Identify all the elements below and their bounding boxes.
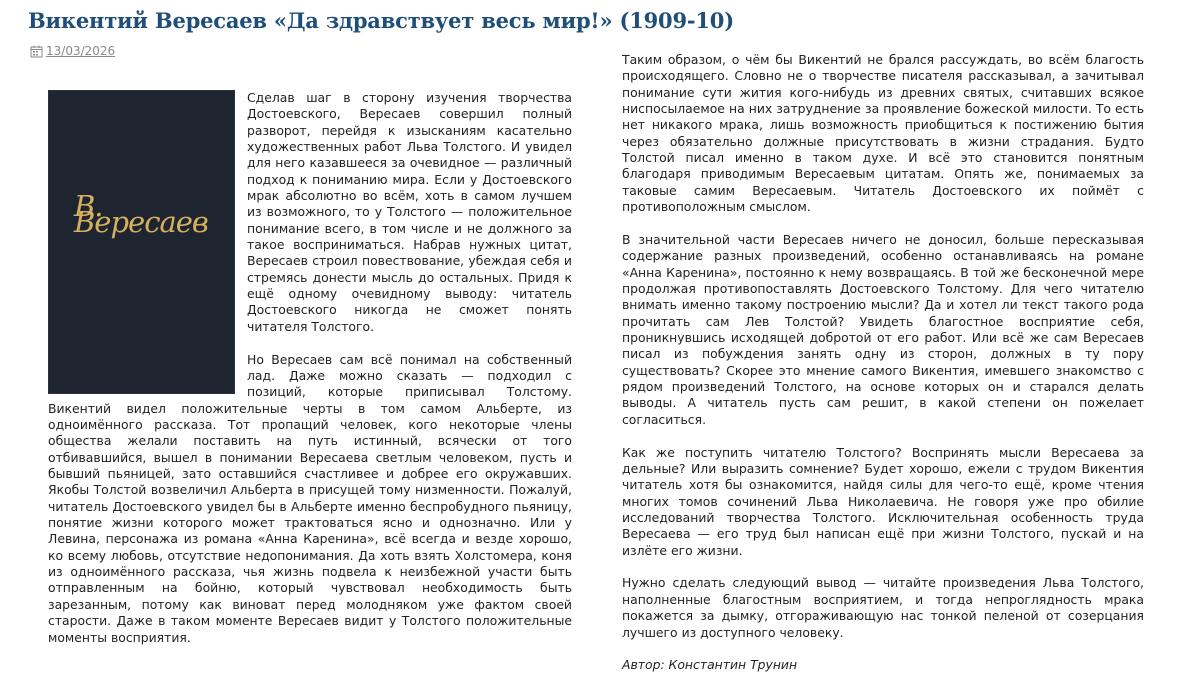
right-column [622,52,1144,690]
left-column [48,90,572,662]
cover-signature: В. Вересаев [74,189,208,240]
post-date-text[interactable]: 13/03/2026 [46,44,116,58]
article-paragraph: Но Вересаев сам всё понимал на собственный лад. Даже можно сказать — подходил с позиций, которые приписывал Толстому. Викентий видел положительные черты в том самом Альберте, из одноимённого рассказа. Тот пропащий человек, кого некоторые члены общества желали поставить на путь истинный, всячески от того отбивавшийся, вышел в понимании Вересаева светлым человеком, пусть и бывший пьяницей, зато оставшийся счастливее и добрее его окружавших. Якобы Толстой возвеличил Альберта в присущей тому низменности. Пожалуй, читатель Достоевского увидел бы в Альберте именно беспробудного пьяницу, понятие жизни которого может трактоваться ясно и однозначно. Или у Левина, персонажа из романа «Анна Каренина», всё всегда и везде хорошо, ко всему любовь, отсутствие недопонимания. Да хоть взять Холстомера, коня из одноимённого рассказа, чья жизнь подвела к неизбежной участи быть отправленным на бойню, который чувствовал необходимость быть зарезанным, потому как виноват перед молодняком уже фактом своей старости. Даже в таком моменте Вересаев видит у Толстого положительные моменты восприятия. [48,351,572,645]
post-date[interactable] [30,44,115,58]
article-paragraph: Нужно сделать следующий вывод — читайте произведения Льва Толстого, наполненные благостным восприятием, и тогда непроглядность мрака покажется за дымку, отгораживающую нас тонкой пеленой от созерцания лучшего из доступного человеку. [622,575,1144,640]
article-title[interactable]: Викентий Вересаев «Да здравствует весь мир!» (1909-10) [28,8,734,33]
article-paragraph: В значительной части Вересаев ничего не доносил, больше пересказывая содержание разных произведений, особенно останавливаясь на романе «Анна Каренина», постоянно к нему возвращаясь. В той же бесконечной мере продолжая противопоставлять Достоевского Толстому. Для чего читателю внимать именно такому построению мысли? Да и хотел ли текст такого рода прочитать сам Лев Толстой? Увидеть благостное восприятие себя, проникнувшись исходящей добротой от его работ. Или всё же сам Вересаев писал из побуждения занять одну из сторон, должных в ту пору существовать? Скорее это мнение самого Викентия, имевшего знакомство с рядом произведений Толстого, на основе которых он и старался делать выводы. А читатель пусть сам решит, в какой степени он пожелает согласиться. [622,231,1144,427]
calendar-icon [30,45,43,58]
article-paragraph: Таким образом, о чём бы Викентий не брался рассуждать, во всём благость происходящего. Словно не о творчестве писателя рассказывал, а зачитывал понимание сути жития кого-нибудь из древних святых, считавших всякое ниспосылаемое на них затруднение за проявление божеской милости. То есть нет никакого мрака, лишь возможность приобщиться к постижению бытия через обязательно должные присутствовать в жизни страдания. Будто Толстой писал именно в таком духе. И всё это становится понятным благодаря приводимым Вересаевым цитатам. Опять же, понимаемых за таковые самим Вересаевым. Читатель Достоевского их поймёт с противоположным смыслом. [622,52,1144,215]
author-credit: Автор: Константин Трунин [622,657,798,673]
article-paragraph: Как же поступить читателю Толстого? Воспринять мысли Вересаева за дельные? Или выразить сомнение? Будет хорошо, ежели с трудом Викентия читатель хотя бы ознакомится, найдя силы для чего-то ещё, кроме чтения многих томов сочинений Льва Николаевича. Не говоря уже про обилие исследований творчества Толстого. Исключительная особенность труда Вересаева — его труд был написан ещё при жизни Толстого, пускай и на излёте его жизни. [622,444,1144,558]
book-cover-image [48,90,235,394]
article-paragraph: Сделав шаг в сторону изучения творчества Достоевского, Вересаев совершил полный разворот, перейдя к изысканиям касательно художественных работ Льва Толстого. И увидел для него казавшееся за очевидное — различный подход к пониманию мира. Если у Достоевского мрак абсолютно во всём, хоть в самом лучшем из возможного, то у Толстого — положительное понимание всего, в том числе и не должного за такое восприниматься. Набрав нужных цитат, Вересаев строил повествование, убеждая себя и стремясь донести мысль до остальных. Придя к ещё одному очевидному выводу: читатель Достоевского никогда не сможет понять читателя Толстого. [247,90,572,334]
